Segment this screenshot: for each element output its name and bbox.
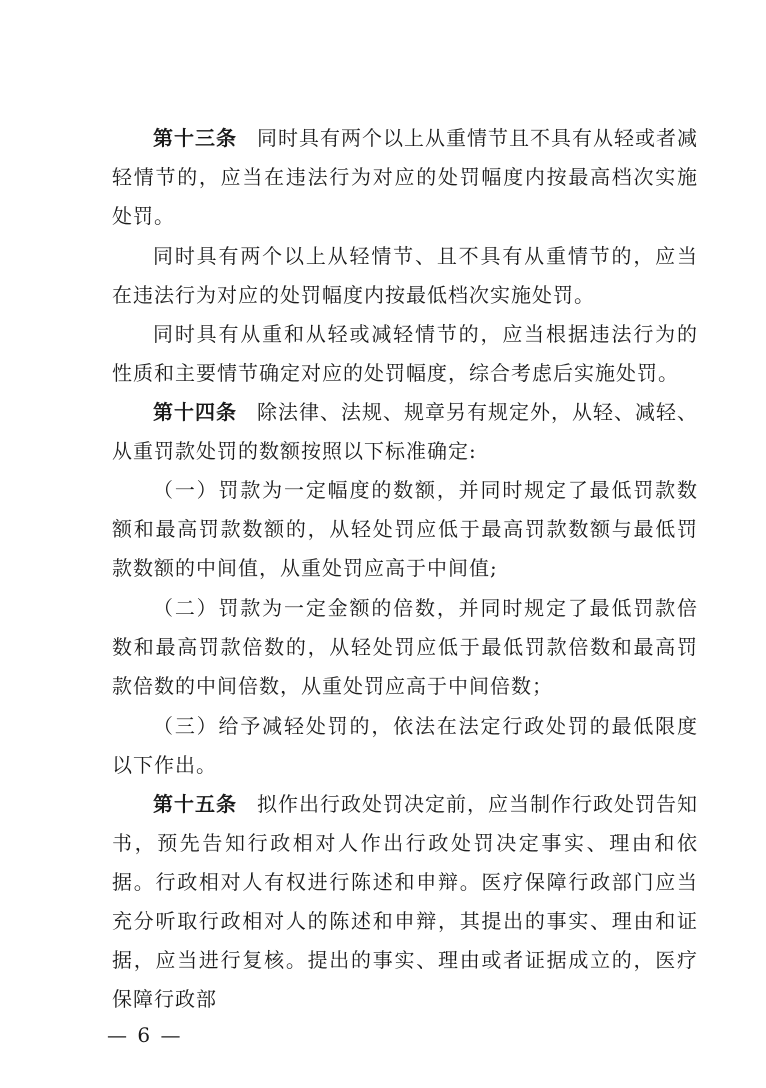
article-13 xyxy=(112,119,698,236)
article-14-body: 除法律、法规、规章另有规定外，从轻、减轻、从重罚款处罚的数额按照以下标准确定: xyxy=(112,400,698,463)
article-15-body: 拟作出行政处罚决定前，应当制作行政处罚告知书，预先告知行政相对人作出行政处罚决定事实、理由和依据。行政相对人有权进行陈述和申辩。医疗保障行政部门应当充分听取行政相对人的陈述和申辩，其提出的事实、理由和证据，应当进行复核。提出的事实、理由或者证据成立的，医疗保障行政部 xyxy=(112,792,698,1011)
article-13-paragraph-3: 同时具有从重和从轻或减轻情节的，应当根据违法行为的性质和主要情节确定对应的处罚幅度，综合考虑后实施处罚。 xyxy=(112,322,698,385)
article-13-body: 同时具有两个以上从重情节且不具有从轻或者减轻情节的，应当在违法行为对应的处罚幅度内按最高档次实施处罚。 xyxy=(112,126,698,228)
article-13-heading: 第十三条 xyxy=(153,126,237,150)
article-14-heading: 第十四条 xyxy=(153,400,237,424)
article-15 xyxy=(112,785,698,1019)
article-14-item-1: （一）罚款为一定幅度的数额，并同时规定了最低罚款数额和最高罚款数额的，从轻处罚应低于最高罚款数额与最低罚款数额的中间值，从重处罚应高于中间值; xyxy=(112,478,698,580)
article-14-item-3: （三）给予减轻处罚的，依法在法定行政处罚的最低限度以下作出。 xyxy=(112,714,698,777)
article-13-paragraph-2: 同时具有两个以上从轻情节、且不具有从重情节的，应当在违法行为对应的处罚幅度内按最低档次实施处罚。 xyxy=(112,244,698,307)
page-number: — 6 — xyxy=(107,1023,183,1047)
article-14-item-2: （二）罚款为一定金额的倍数，并同时规定了最低罚款倍数和最高罚款倍数的，从轻处罚应低于最低罚款倍数和最高罚款倍数的中间倍数，从重处罚应高于中间倍数； xyxy=(112,596,698,698)
article-15-heading: 第十五条 xyxy=(153,792,237,816)
article-14 xyxy=(112,393,698,471)
